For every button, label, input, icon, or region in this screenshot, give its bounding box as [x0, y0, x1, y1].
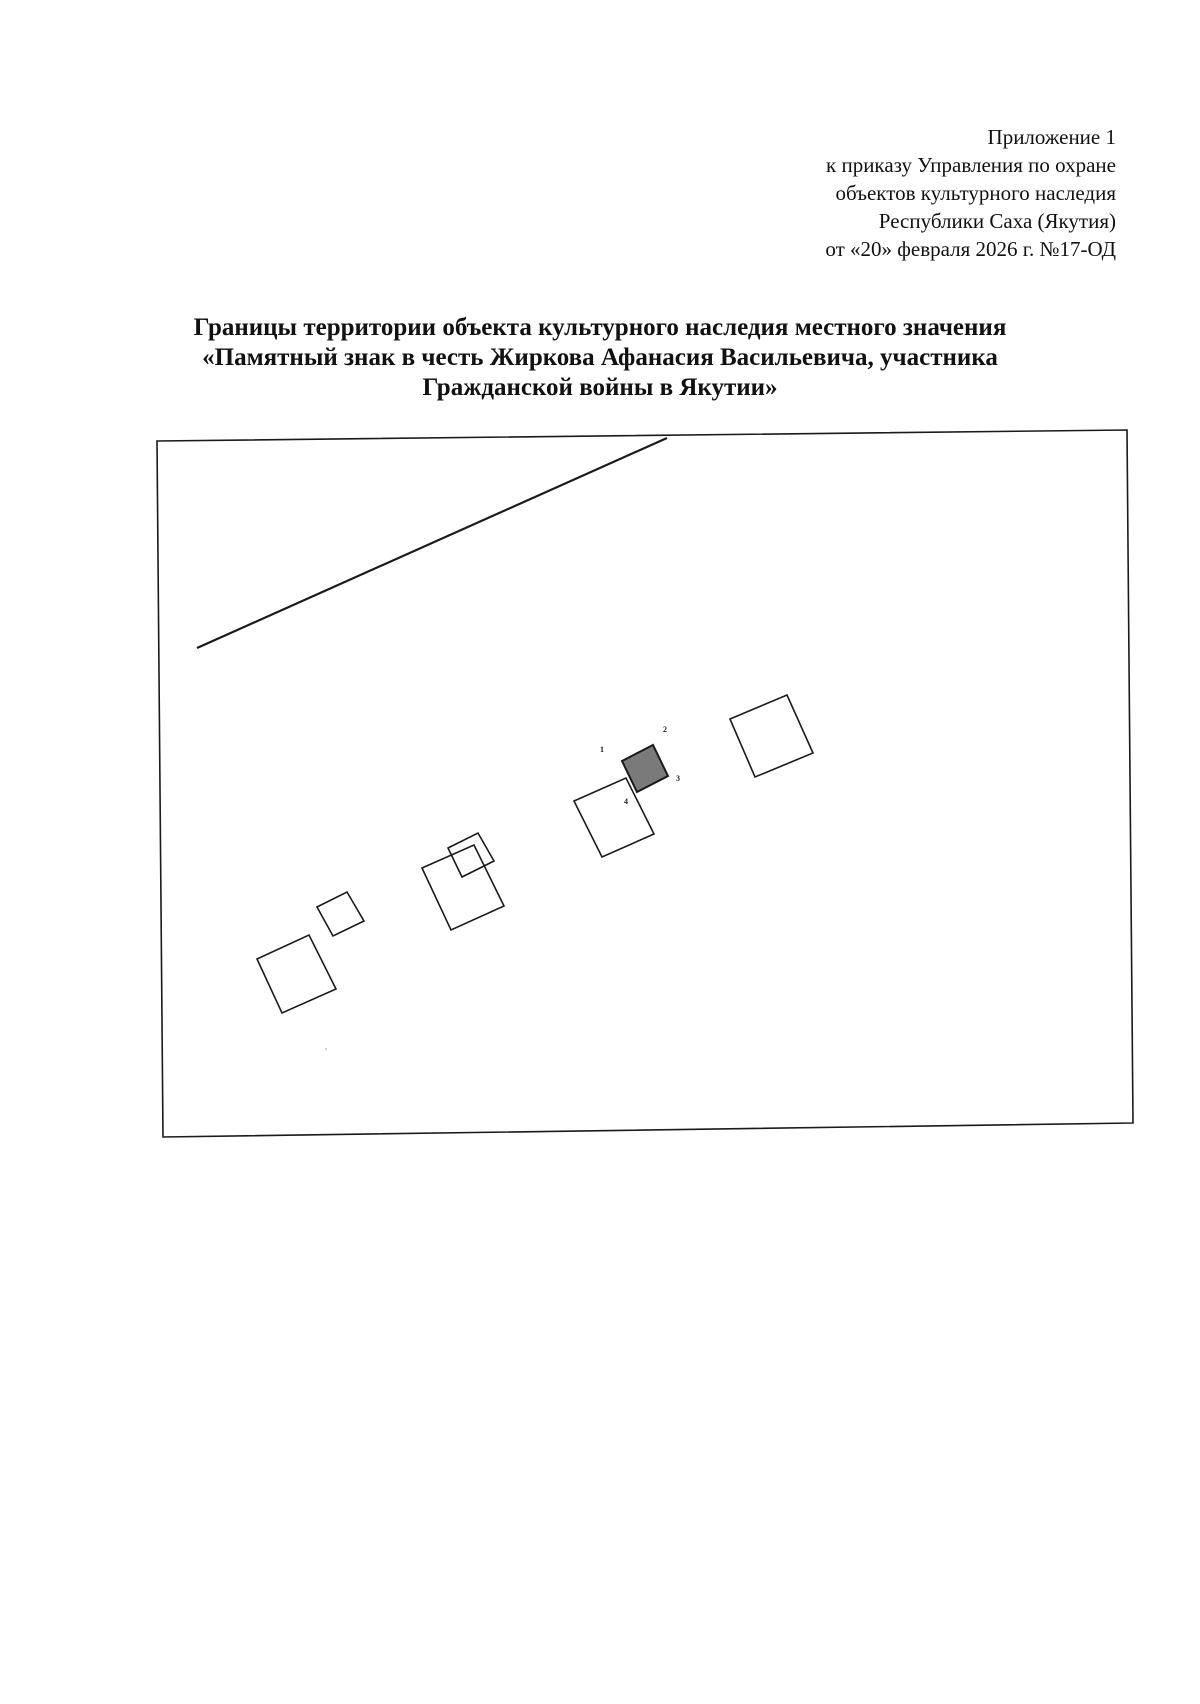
- building-outline: [448, 833, 494, 877]
- point-label-3: 3: [676, 774, 680, 783]
- building-outline: [317, 892, 364, 936]
- appendix-block: [556, 123, 1116, 263]
- appendix-line-5: от «20» февраля 2026 г. №17-ОД: [825, 237, 1116, 261]
- point-label-2: 2: [663, 725, 667, 734]
- title-line-1: Границы территории объекта культурного наследия местного значения: [193, 314, 1007, 341]
- road-line: [197, 438, 667, 648]
- title-line-3: Гражданской войны в Якутии»: [422, 374, 778, 401]
- building-outline: [574, 778, 654, 857]
- point-label-4: 4: [624, 797, 628, 806]
- appendix-line-1: Приложение 1: [987, 125, 1116, 149]
- appendix-line-2: к приказу Управления по охране: [826, 153, 1116, 177]
- building-outline: [257, 935, 336, 1013]
- point-label-1: 1: [600, 745, 604, 754]
- building-outline: [730, 695, 813, 777]
- appendix-line-4: Республики Саха (Якутия): [878, 209, 1116, 233]
- scan-speck: [325, 1048, 327, 1050]
- title-line-2: «Памятный знак в честь Жиркова Афанасия Васильевича, участника: [202, 344, 998, 371]
- monument-territory: [622, 745, 668, 792]
- map-frame-border: [157, 430, 1133, 1137]
- building-outline: [422, 845, 504, 930]
- appendix-line-3: объектов культурного наследия: [835, 181, 1116, 205]
- document-title: [100, 313, 1100, 403]
